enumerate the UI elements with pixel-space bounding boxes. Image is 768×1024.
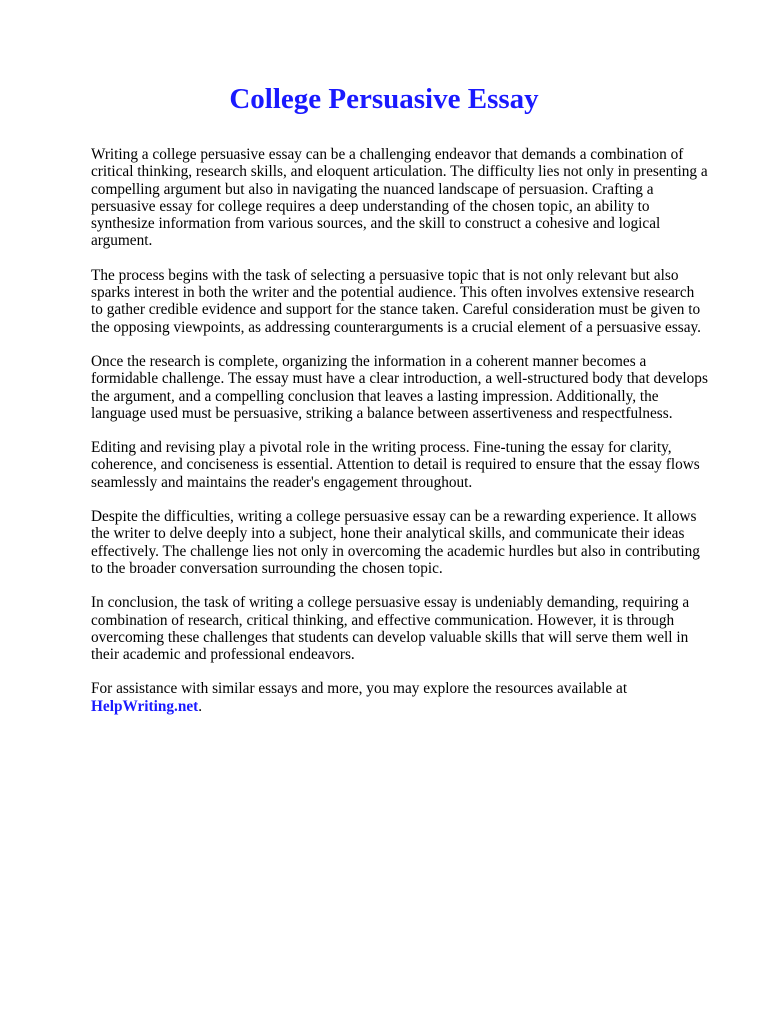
closing-text: For assistance with similar essays and more, you may explore the resources available at [91, 680, 628, 698]
paragraph-organization: Once the research is complete, organizing the information in a coherent manner becomes a formidable challenge. The essay must have a clear introduction, a well-structured body that develops the argument, and a compelling conclusion that leaves a lasting impression. Additionally, the language used must be persuasive, striking a balance between assertiveness and respectfulness. [91, 352, 708, 422]
paragraph-intro: Writing a college persuasive essay can be a challenging endeavor that demands a combination of critical thinking, research skills, and eloquent articulation. The difficulty lies not only in presenting a compelling argument but also in navigating the nuanced landscape of persuasion. Crafting a persuasive essay for college requires a deep understanding of the chosen topic, an ability to synthesize information from various sources, and the skill to construct a cohesive and logical argument. [91, 146, 708, 250]
page-title: College Persuasive Essay [229, 83, 539, 115]
closing-suffix: . [198, 697, 203, 715]
paragraph-conclusion: In conclusion, the task of writing a college persuasive essay is undeniably demanding, requiring a combination of research, critical thinking, and effective communication. However, it is through overcoming these challenges that students can develop valuable skills that will serve them well in their academic and professional endeavors. [91, 594, 690, 664]
paragraph-topic-selection: The process begins with the task of selecting a persuasive topic that is not only relevant but also sparks interest in both the writer and the potential audience. This often involves extensive research to gather credible evidence and support for the stance taken. Careful consideration must be given to the opposing viewpoints, as addressing counterarguments is a crucial element of a persuasive essay. [91, 266, 702, 336]
paragraph-rewards: Despite the difficulties, writing a college persuasive essay can be a rewarding experience. It allows the writer to delve deeply into a subject, hone their analytical skills, and communicate their ideas effectively. The challenge lies not only in overcoming the academic hurdles but also in contributing to the broader conversation surrounding the chosen topic. [91, 508, 700, 577]
helpwriting-link[interactable]: HelpWriting.net [91, 697, 199, 715]
essay-body [91, 146, 708, 715]
paragraph-closing [91, 680, 708, 715]
paragraph-editing: Editing and revising play a pivotal role in the writing process. Fine-tuning the essay for clarity, coherence, and conciseness is essential. Attention to detail is required to ensure that the essay flows seamlessly and maintains the reader's engagement throughout. [91, 439, 700, 491]
